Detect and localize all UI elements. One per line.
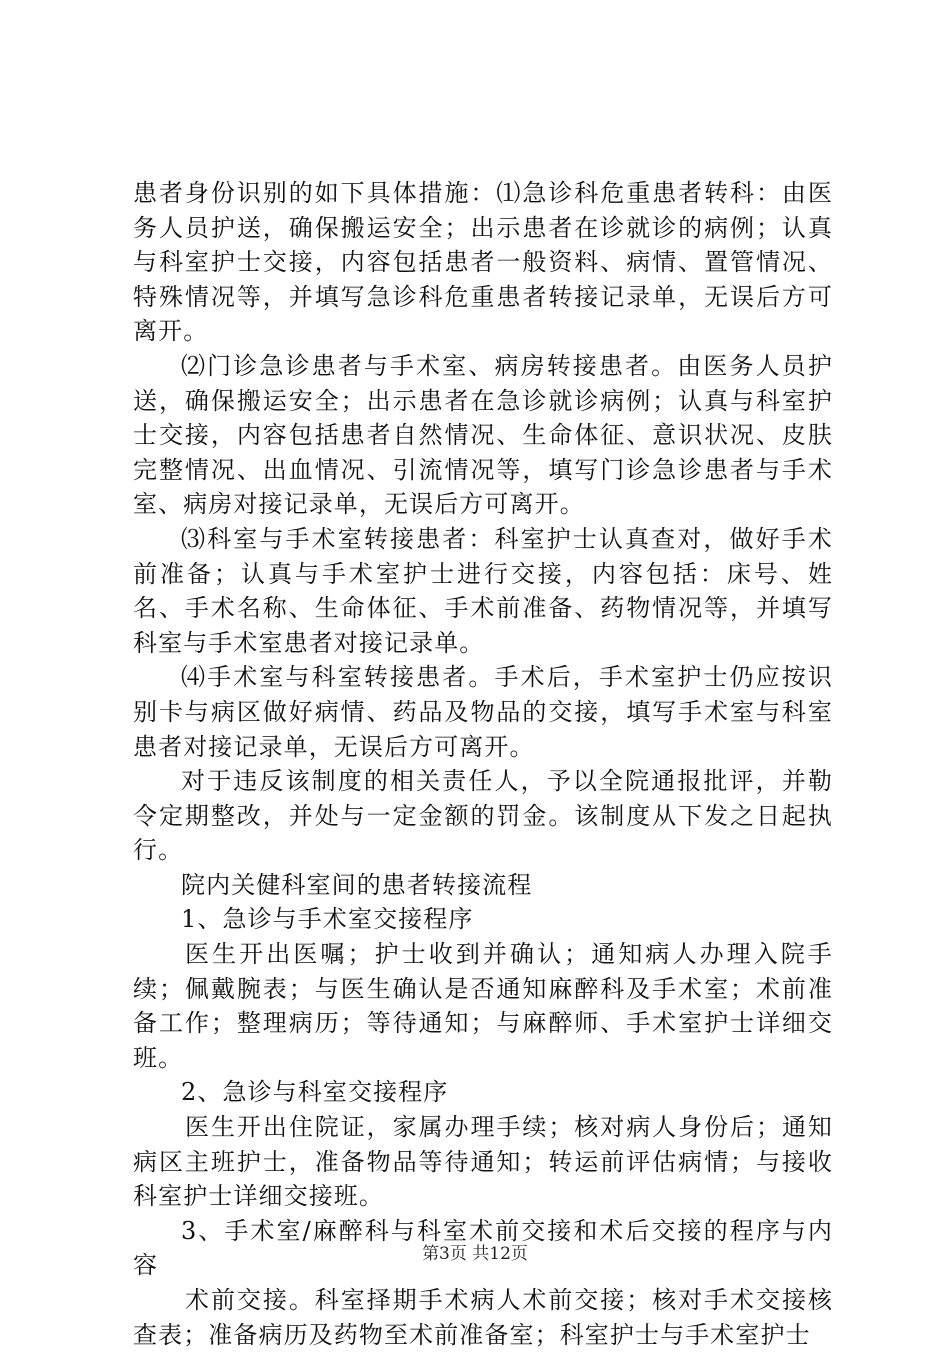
paragraph-item-2: ⑵门诊急诊患者与手术室、病房转接患者。由医务人员护送，确保搬运安全；出示患者在急诊就诊病例；认真与科室护士交接，内容包括患者自然情况、生命体征、意识状况、皮肤完整情况、出血情况、引流情况等，填写门诊急诊患者与手术室、病房对接记录单，无误后方可离开。 bbox=[133, 351, 833, 519]
document-body bbox=[133, 176, 833, 1352]
paragraph-preoperative-handover: 术前交接。科室择期手术病人术前交接；核对手术交接核查表；准备病历及药物至术前准备室；科室护士与手术室护士 bbox=[133, 1286, 833, 1349]
subheading-emergency-ward: 2、急诊与科室交接程序 bbox=[181, 1078, 449, 1107]
page-number-footer: 第3页 共12页 bbox=[422, 1244, 528, 1264]
paragraph-penalty: 对于违反该制度的相关责任人，予以全院通报批评，并勒令定期整改，并处与一定金额的罚金。该制度从下发之日起执行。 bbox=[133, 767, 833, 865]
paragraph-emergency-ward: 医生开出住院证，家属办理手续；核对病人身份后；通知病区主班护士，准备物品等待通知；转运前评估病情；与接收科室护士详细交接班。 bbox=[133, 1113, 833, 1211]
paragraph-emergency-surgery: 医生开出医嘱；护士收到并确认；通知病人办理入院手续；佩戴腕表；与医生确认是否通知麻醉科及手术室；术前准备工作；整理病历；等待通知；与麻醉师、手术室护士详细交班。 bbox=[133, 940, 833, 1072]
paragraph-item-3: ⑶科室与手术室转接患者：科室护士认真查对，做好手术前准备；认真与手术室护士进行交接，内容包括：床号、姓名、手术名称、生命体征、手术前准备、药物情况等，并填写科室与手术室患者对接记录单。 bbox=[133, 524, 833, 657]
section-heading-transfer-process: 院内关健科室间的患者转接流程 bbox=[181, 870, 533, 899]
subheading-emergency-surgery: 1、急诊与手术室交接程序 bbox=[181, 905, 474, 934]
paragraph-item-4: ⑷手术室与科室转接患者。手术后，手术室护士仍应按识别卡与病区做好病情、药品及物品的交接，填写手术室与科室患者对接记录单，无误后方可离开。 bbox=[133, 663, 833, 761]
subheading-surgery-anesthesia-ward: 3、手术室/麻醉科与科室术前交接和术后交接的程序与内容 bbox=[133, 1216, 833, 1280]
paragraph-measures-intro: 患者身份识别的如下具体措施：⑴急诊科危重患者转科：由医务人员护送，确保搬运安全；出示患者在诊就诊的病例；认真与科室护士交接，内容包括患者一般资料、病情、置管情况、特殊情况等，并填写急诊科危重患者转接记录单，无误后方可离开。 bbox=[133, 179, 833, 346]
